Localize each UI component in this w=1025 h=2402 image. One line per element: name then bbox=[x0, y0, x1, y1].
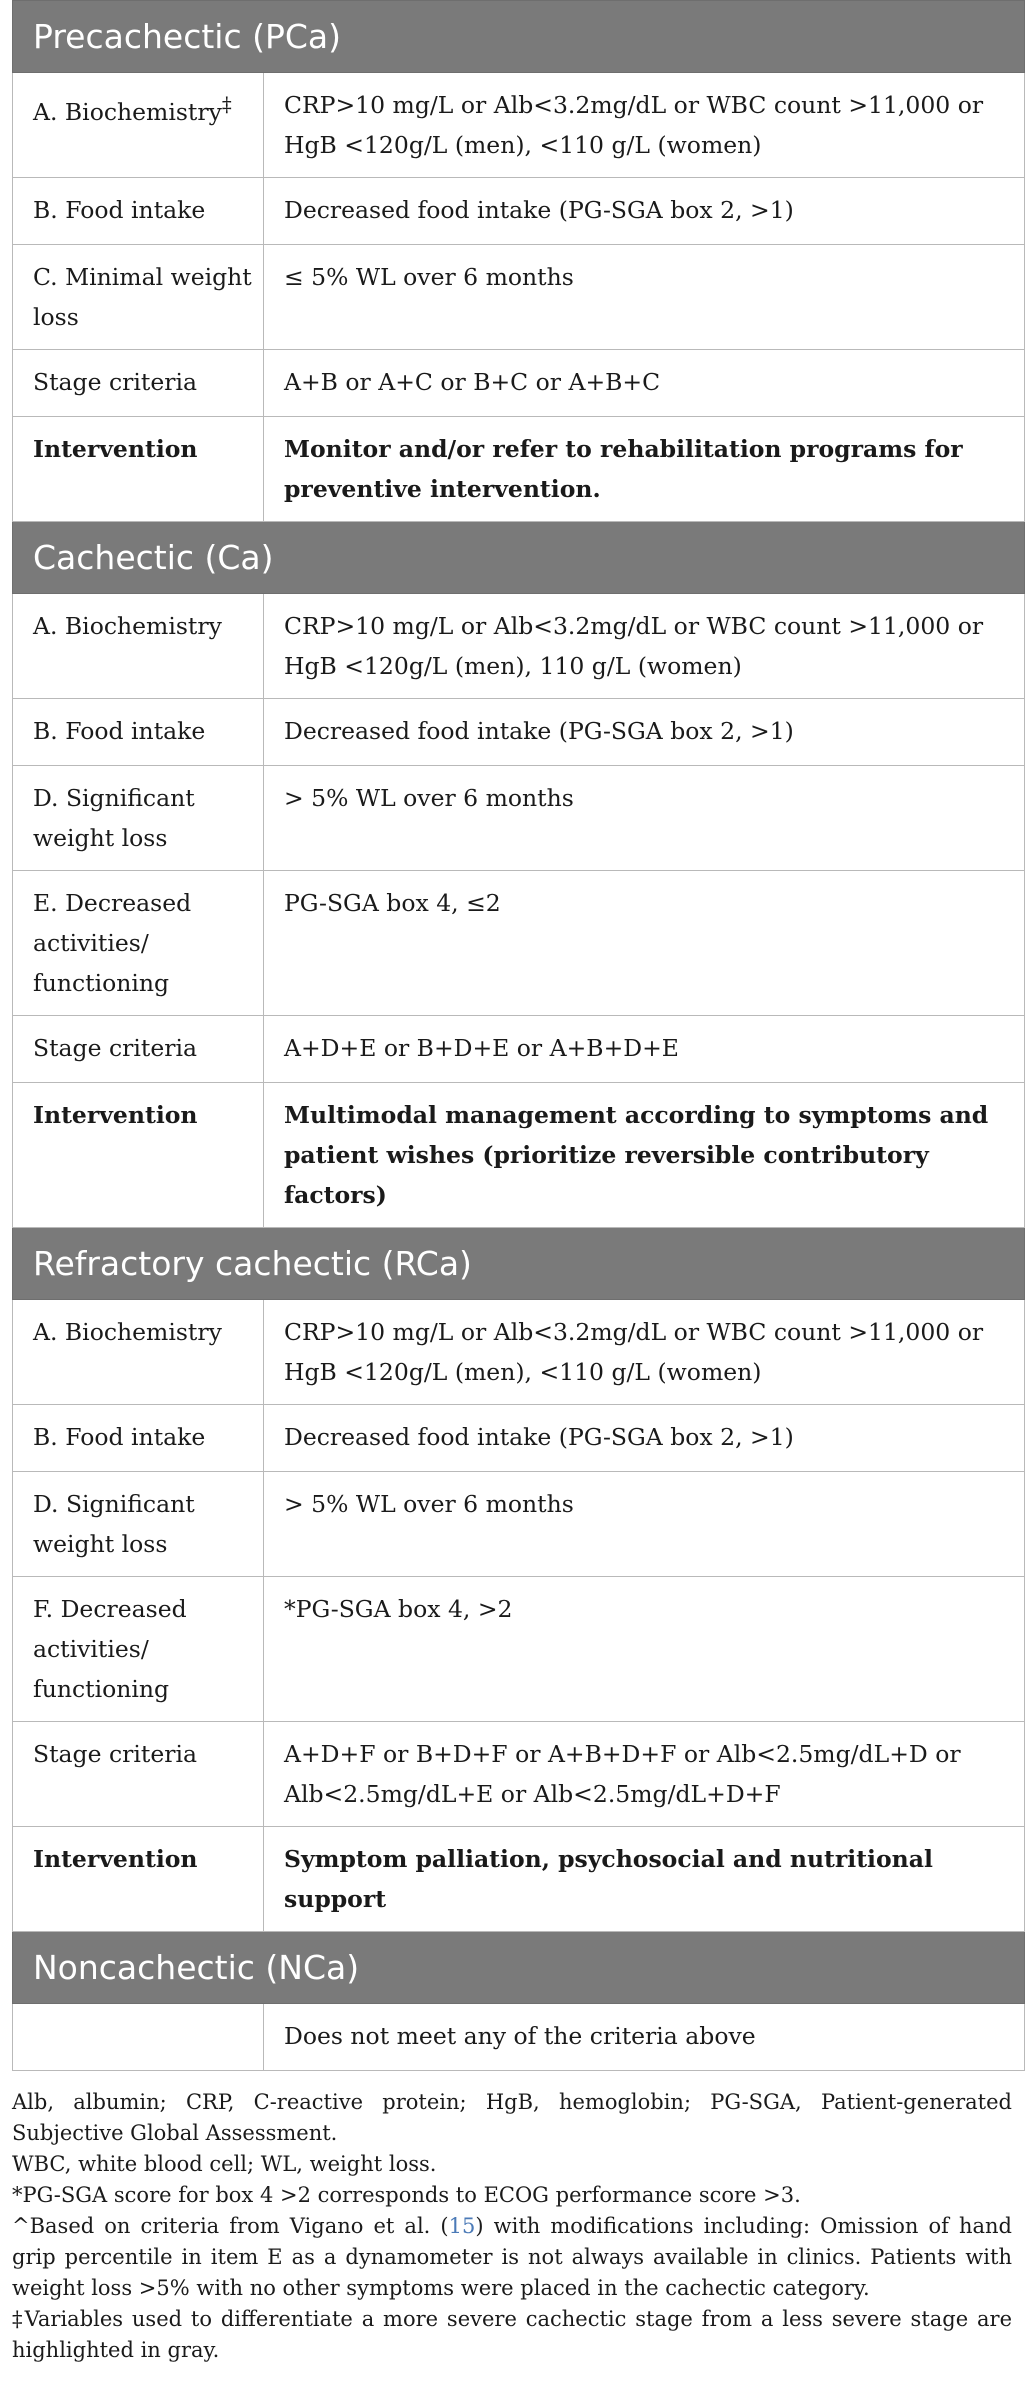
row-value: > 5% WL over 6 months bbox=[264, 766, 1025, 871]
table-row bbox=[13, 1722, 1025, 1827]
cachexia-staging-table bbox=[12, 0, 1025, 2071]
reference-link[interactable]: 15 bbox=[448, 2214, 476, 2238]
table-row bbox=[13, 73, 1025, 178]
row-label: Intervention bbox=[13, 1083, 264, 1228]
section-header-noncachectic bbox=[13, 1932, 1025, 2004]
row-label: Stage criteria bbox=[13, 350, 264, 417]
footnote-star: *PG-SGA score for box 4 >2 corresponds to ECOG performance score >3. bbox=[12, 2183, 801, 2207]
row-label bbox=[13, 2004, 264, 2071]
row-value: PG-SGA box 4, ≤2 bbox=[264, 871, 1025, 1016]
section-title: Cachectic (Ca) bbox=[13, 522, 1025, 594]
table-row bbox=[13, 1827, 1025, 1932]
criteria-table-container bbox=[12, 0, 1024, 2366]
section-title: Refractory cachectic (RCa) bbox=[13, 1228, 1025, 1300]
row-value: CRP>10 mg/L or Alb<3.2mg/dL or WBC count >11,000 or HgB <120g/L (men), 110 g/L (women) bbox=[264, 594, 1025, 699]
table-row bbox=[13, 766, 1025, 871]
row-label: Intervention bbox=[13, 1827, 264, 1932]
table-footnotes bbox=[12, 2087, 1012, 2366]
row-value: > 5% WL over 6 months bbox=[264, 1472, 1025, 1577]
row-label: A. Biochemistry bbox=[13, 1300, 264, 1405]
row-value: Does not meet any of the criteria above bbox=[264, 2004, 1025, 2071]
row-label: E. Decreased activities/ functioning bbox=[13, 871, 264, 1016]
table-row bbox=[13, 1472, 1025, 1577]
row-label: B. Food intake bbox=[13, 699, 264, 766]
footnote-dagger: ‡Variables used to differentiate a more severe cachectic stage from a less severe stage are highlighted in gray. bbox=[12, 2307, 1012, 2362]
row-label: A. Biochemistry‡ bbox=[13, 73, 264, 178]
table-row bbox=[13, 1405, 1025, 1472]
row-label: F. Decreased activities/ functioning bbox=[13, 1577, 264, 1722]
row-label: Stage criteria bbox=[13, 1016, 264, 1083]
row-label: D. Significant weight loss bbox=[13, 1472, 264, 1577]
table-row bbox=[13, 871, 1025, 1016]
section-header-refractory-cachectic bbox=[13, 1228, 1025, 1300]
footnote-caret: ^Based on criteria from Vigano et al. (15) with modifications including: Omission of hand grip percentile in item E as a dynamometer is not always available in clinics. Patients with weight loss >5% with no other symptoms were placed in the cachectic category. bbox=[12, 2214, 1012, 2300]
row-label: Intervention bbox=[13, 417, 264, 522]
footnote-abbreviations-2: WBC, white blood cell; WL, weight loss. bbox=[12, 2152, 437, 2176]
row-value: A+B or A+C or B+C or A+B+C bbox=[264, 350, 1025, 417]
row-value: A+D+E or B+D+E or A+B+D+E bbox=[264, 1016, 1025, 1083]
table-row bbox=[13, 699, 1025, 766]
table-row bbox=[13, 178, 1025, 245]
row-label: D. Significant weight loss bbox=[13, 766, 264, 871]
row-value: CRP>10 mg/L or Alb<3.2mg/dL or WBC count >11,000 or HgB <120g/L (men), <110 g/L (women) bbox=[264, 73, 1025, 178]
row-value: A+D+F or B+D+F or A+B+D+F or Alb<2.5mg/dL+D or Alb<2.5mg/dL+E or Alb<2.5mg/dL+D+F bbox=[264, 1722, 1025, 1827]
row-value: ≤ 5% WL over 6 months bbox=[264, 245, 1025, 350]
table-row bbox=[13, 594, 1025, 699]
table-row bbox=[13, 1083, 1025, 1228]
row-value: *PG-SGA box 4, >2 bbox=[264, 1577, 1025, 1722]
row-value: Decreased food intake (PG-SGA box 2, >1) bbox=[264, 1405, 1025, 1472]
row-value: Multimodal management according to symptoms and patient wishes (prioritize reversible contributory factors) bbox=[264, 1083, 1025, 1228]
row-label: Stage criteria bbox=[13, 1722, 264, 1827]
row-label: A. Biochemistry bbox=[13, 594, 264, 699]
table-row bbox=[13, 417, 1025, 522]
section-header-cachectic bbox=[13, 522, 1025, 594]
table-row bbox=[13, 1016, 1025, 1083]
double-dagger-mark: ‡ bbox=[221, 93, 232, 116]
footnote-abbreviations: Alb, albumin; CRP, C-reactive protein; HgB, hemoglobin; PG-SGA, Patient-generated Subjective Global Assessment. bbox=[12, 2090, 1012, 2145]
row-label: C. Minimal weight loss bbox=[13, 245, 264, 350]
row-label: B. Food intake bbox=[13, 178, 264, 245]
row-value: Monitor and/or refer to rehabilitation programs for preventive intervention. bbox=[264, 417, 1025, 522]
row-value: CRP>10 mg/L or Alb<3.2mg/dL or WBC count >11,000 or HgB <120g/L (men), <110 g/L (women) bbox=[264, 1300, 1025, 1405]
row-label: B. Food intake bbox=[13, 1405, 264, 1472]
table-row bbox=[13, 350, 1025, 417]
section-title: Precachectic (PCa) bbox=[13, 1, 1025, 73]
table-row bbox=[13, 1577, 1025, 1722]
row-value: Symptom palliation, psychosocial and nutritional support bbox=[264, 1827, 1025, 1932]
row-value: Decreased food intake (PG-SGA box 2, >1) bbox=[264, 699, 1025, 766]
section-header-precachectic bbox=[13, 1, 1025, 73]
row-value: Decreased food intake (PG-SGA box 2, >1) bbox=[264, 178, 1025, 245]
section-title: Noncachectic (NCa) bbox=[13, 1932, 1025, 2004]
table-row bbox=[13, 2004, 1025, 2071]
table-row bbox=[13, 245, 1025, 350]
table-row bbox=[13, 1300, 1025, 1405]
